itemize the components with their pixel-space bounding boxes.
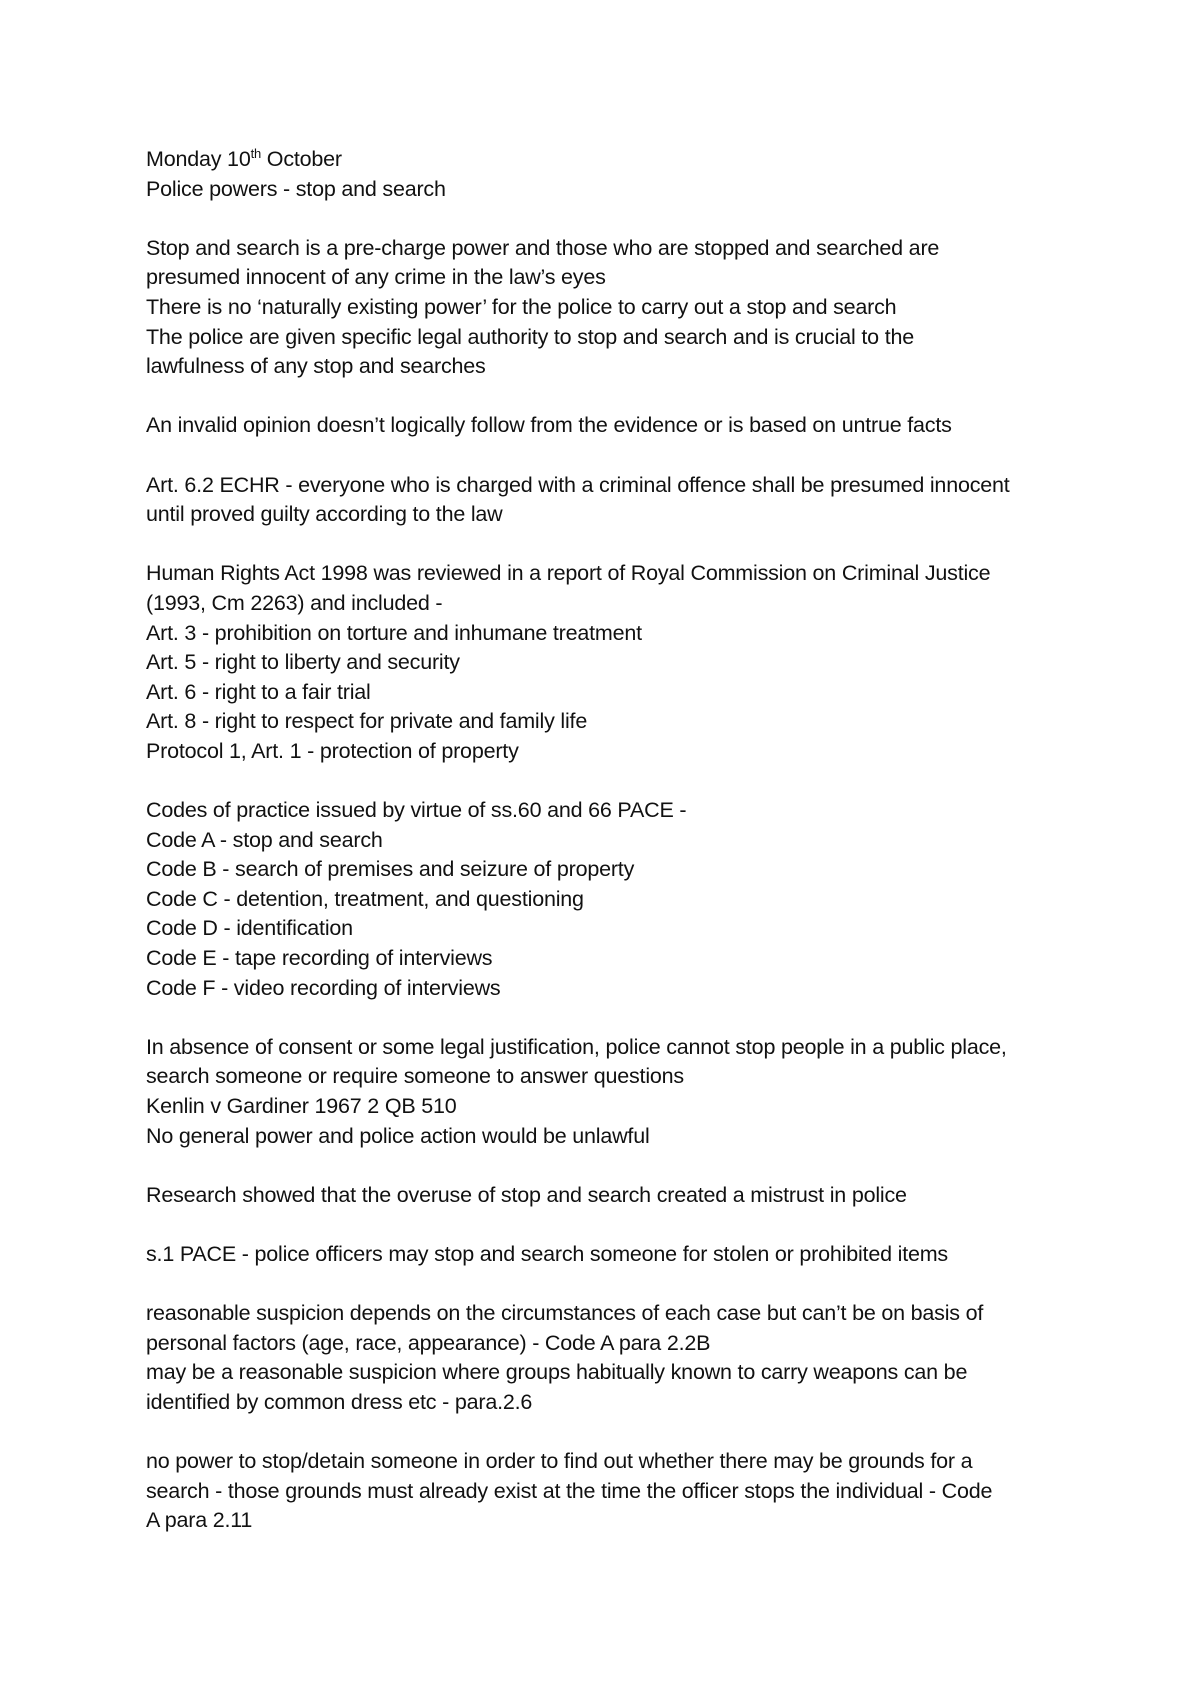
paragraph-line: (1993, Cm 2263) and included - xyxy=(146,590,443,615)
paragraph-line: lawfulness of any stop and searches xyxy=(146,354,486,379)
list-item: Art. 3 - prohibition on torture and inhumane treatment xyxy=(146,620,642,645)
date-ordinal: th xyxy=(250,145,262,161)
paragraph-line: reasonable suspicion depends on the circumstances of each case but can’t be on basis of xyxy=(146,1301,984,1326)
paragraph-line: until proved guilty according to the law xyxy=(146,502,503,527)
list-item: Code D - identification xyxy=(146,916,353,941)
paragraph-line: In absence of consent or some legal justification, police cannot stop people in a public place, xyxy=(146,1034,1007,1059)
spacer xyxy=(146,1151,1086,1181)
list-item: Code F - video recording of interviews xyxy=(146,975,501,1000)
paragraph-line: The police are given specific legal authority to stop and search and is crucial to the xyxy=(146,324,914,349)
list-item: Art. 8 - right to respect for private and family life xyxy=(146,709,588,734)
list-item: Art. 6 - right to a fair trial xyxy=(146,679,371,704)
paragraph-line: There is no ‘naturally existing power’ for the police to carry out a stop and search xyxy=(146,294,897,319)
case-citation: Kenlin v Gardiner 1967 2 QB 510 xyxy=(146,1094,457,1118)
paragraph-line: personal factors (age, race, appearance) - Code A para 2.2B xyxy=(146,1330,711,1355)
paragraph-line: Stop and search is a pre-charge power and those who are stopped and searched are xyxy=(146,235,940,260)
list-item: Code E - tape recording of interviews xyxy=(146,946,493,971)
spacer xyxy=(146,1210,1086,1240)
paragraph-line: s.1 PACE - police officers may stop and search someone for stolen or prohibited items xyxy=(146,1241,948,1266)
paragraph-line: An invalid opinion doesn’t logically follow from the evidence or is based on untrue facts xyxy=(146,413,952,438)
date-month: October xyxy=(261,147,342,171)
paragraph-line: search - those grounds must already exist at the time the officer stops the individual - Code xyxy=(146,1478,993,1503)
list-item: Protocol 1, Art. 1 - protection of property xyxy=(146,738,519,763)
paragraph-line: No general power and police action would be unlawful xyxy=(146,1123,650,1148)
paragraph-line: search someone or require someone to answer questions xyxy=(146,1064,684,1089)
spacer xyxy=(146,1003,1086,1033)
list-item: Code A - stop and search xyxy=(146,827,383,852)
paragraph-line: A para 2.11 xyxy=(146,1508,253,1533)
document-body xyxy=(146,145,1086,1536)
list-item: Code B - search of premises and seizure of property xyxy=(146,857,635,882)
date-heading xyxy=(146,145,1086,175)
paragraph-line: Human Rights Act 1998 was reviewed in a report of Royal Commission on Criminal Justice xyxy=(146,561,991,586)
page-title: Police powers - stop and search xyxy=(146,176,446,201)
spacer xyxy=(146,766,1086,796)
paragraph-line: identified by common dress etc - para.2.6 xyxy=(146,1389,533,1414)
paragraph-line: no power to stop/detain someone in order to find out whether there may be grounds for a xyxy=(146,1449,973,1474)
paragraph-line: may be a reasonable suspicion where groups habitually known to carry weapons can be xyxy=(146,1360,968,1385)
list-item: Code C - detention, treatment, and questioning xyxy=(146,886,584,911)
paragraph-line: Research showed that the overuse of stop and search created a mistrust in police xyxy=(146,1182,907,1207)
spacer xyxy=(146,204,1086,234)
paragraph-line: Art. 6.2 ECHR - everyone who is charged with a criminal offence shall be presumed innocent xyxy=(146,472,1010,497)
paragraph-line: Codes of practice issued by virtue of ss.60 and 66 PACE - xyxy=(146,798,687,823)
spacer xyxy=(146,530,1086,560)
list-item: Art. 5 - right to liberty and security xyxy=(146,650,460,675)
spacer xyxy=(146,382,1086,412)
spacer xyxy=(146,1418,1086,1448)
spacer xyxy=(146,441,1086,471)
date-day: Monday 10 xyxy=(146,147,251,171)
paragraph-line: presumed innocent of any crime in the law’s eyes xyxy=(146,265,606,290)
spacer xyxy=(146,1270,1086,1300)
